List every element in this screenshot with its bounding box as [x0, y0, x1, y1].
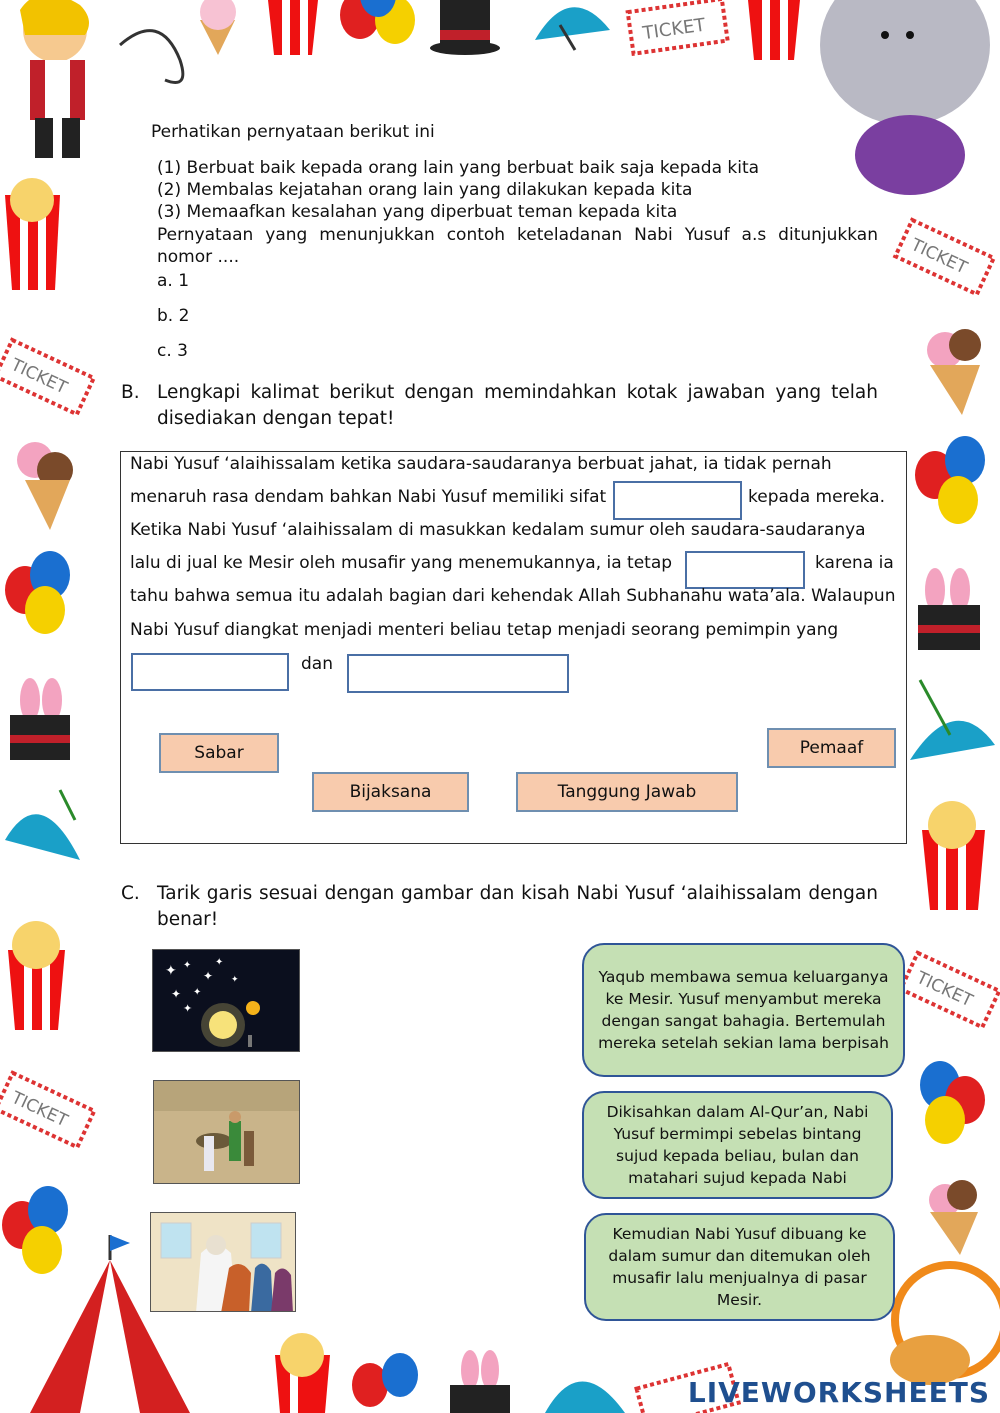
- picture-well-desert[interactable]: [153, 1080, 300, 1184]
- option-c[interactable]: c. 3: [157, 341, 188, 361]
- svg-text:TICKET: TICKET: [913, 967, 976, 1012]
- balloons-illustration: [340, 0, 415, 44]
- elephant-illustration: [820, 0, 990, 195]
- story-card-3[interactable]: Kemudian Nabi Yusuf dibuang ke dalam sumur dan ditemukan oleh musafir lalu menjualnya di pasar Mesir.: [584, 1213, 895, 1321]
- statement-1: (1) Berbuat baik kepada orang lain yang berbuat baik saja kepada kita: [157, 158, 760, 178]
- magic-hat-illustration: [430, 0, 500, 55]
- svg-text:TICKET: TICKET: [907, 235, 971, 279]
- section-c-heading-line-1: Tarik garis sesuai dengan gambar dan kisah Nabi Yusuf ‘alaihissalam dengan: [157, 883, 878, 904]
- section-b-label: B.: [121, 382, 140, 403]
- section-b-heading-line-1: Lengkapi kalimat berikut dengan memindahkan kotak jawaban yang telah: [157, 382, 878, 403]
- statement-3: (3) Memaafkan kesalahan yang diperbuat teman kepada kita: [157, 202, 678, 222]
- choice-bijaksana[interactable]: Bijaksana: [312, 772, 469, 812]
- passage-line-1: Nabi Yusuf ‘alaihissalam ketika saudara-saudaranya berbuat jahat, ia tidak pernah: [130, 454, 832, 474]
- choice-pemaaf[interactable]: Pemaaf: [767, 728, 896, 768]
- svg-text:✦: ✦: [231, 975, 239, 985]
- story-card-2[interactable]: Dikisahkan dalam Al-Qur’an, Nabi Yusuf bermimpi sebelas bintang sujud kepada beliau, bulan dan matahari sujud kepada Nabi: [582, 1091, 893, 1199]
- answer-blank-1[interactable]: [613, 481, 742, 520]
- svg-text:✦: ✦: [215, 957, 224, 968]
- option-a[interactable]: a. 1: [157, 271, 190, 291]
- choice-tanggung-jawab[interactable]: Tanggung Jawab: [516, 772, 738, 812]
- fill-in-box: [120, 451, 907, 844]
- popcorn-illustration: [268, 0, 318, 55]
- passage-line-3: Ketika Nabi Yusuf ‘alaihissalam di masukkan kedalam sumur oleh saudara-saudaranya: [130, 520, 866, 540]
- umbrella-illustration: [535, 7, 610, 50]
- ticket-illustration: [628, 0, 728, 54]
- picture-stars-sun-moon[interactable]: [152, 949, 300, 1052]
- choice-sabar[interactable]: Sabar: [159, 733, 279, 773]
- passage-line-2a: menaruh rasa dendam bahkan Nabi Yusuf memiliki sifat: [130, 487, 607, 507]
- answer-blank-3[interactable]: [131, 653, 289, 691]
- passage-line-5: tahu bahwa semua itu adalah bagian dari kehendak Allah Subhanahu wata’ala. Walaupun: [130, 586, 896, 606]
- liveworksheets-logo: LIVEWORKSHEETS: [687, 1376, 990, 1409]
- svg-text:✦: ✦: [183, 960, 192, 971]
- ice-cream-illustration: [200, 0, 236, 55]
- section-c-heading-line-2: benar!: [157, 909, 219, 930]
- option-b[interactable]: b. 2: [157, 306, 190, 326]
- question-line-2: nomor ....: [157, 247, 240, 267]
- night-sky-illustration: [153, 950, 300, 1052]
- svg-text:✦: ✦: [171, 987, 182, 1001]
- svg-text:TICKET: TICKET: [8, 1087, 71, 1132]
- statement-2: (2) Membalas kejatahan orang lain yang dilakukan kepada kita: [157, 180, 693, 200]
- ticket-label: TICKET: [641, 14, 707, 45]
- section-c-label: C.: [121, 883, 140, 904]
- reunion-illustration: [151, 1213, 296, 1312]
- svg-text:✦: ✦: [183, 1002, 193, 1015]
- answer-blank-2[interactable]: [685, 551, 805, 589]
- section-a-intro: Perhatikan pernyataan berikut ini: [151, 122, 435, 142]
- svg-text:✦: ✦: [203, 969, 214, 983]
- svg-text:✦: ✦: [165, 963, 177, 979]
- picture-family-reunion[interactable]: [150, 1212, 296, 1312]
- story-card-1[interactable]: Yaqub membawa semua keluarganya ke Mesir. Yusuf menyambut mereka dengan sangat bahagia. Bertemulah mereka setelah sekian lama berpisah: [582, 943, 905, 1077]
- question-line-1: Pernyataan yang menunjukkan contoh keteladanan Nabi Yusuf a.s ditunjukkan: [157, 225, 878, 245]
- svg-text:✦: ✦: [193, 987, 202, 998]
- answer-blank-4[interactable]: [347, 654, 569, 693]
- section-b-heading-line-2: disediakan dengan tepat!: [157, 408, 395, 429]
- passage-line-6: Nabi Yusuf diangkat menjadi menteri beliau tetap menjadi seorang pemimpin yang: [130, 620, 839, 640]
- passage-line-4a: lalu di jual ke Mesir oleh musafir yang menemukannya, ia tetap: [130, 553, 673, 573]
- passage-line-4b: karena ia: [815, 553, 894, 573]
- well-illustration: [154, 1081, 300, 1184]
- conjunction-dan: dan: [301, 654, 333, 674]
- svg-text:TICKET: TICKET: [7, 355, 71, 399]
- passage-line-2b: kepada mereka.: [748, 487, 885, 507]
